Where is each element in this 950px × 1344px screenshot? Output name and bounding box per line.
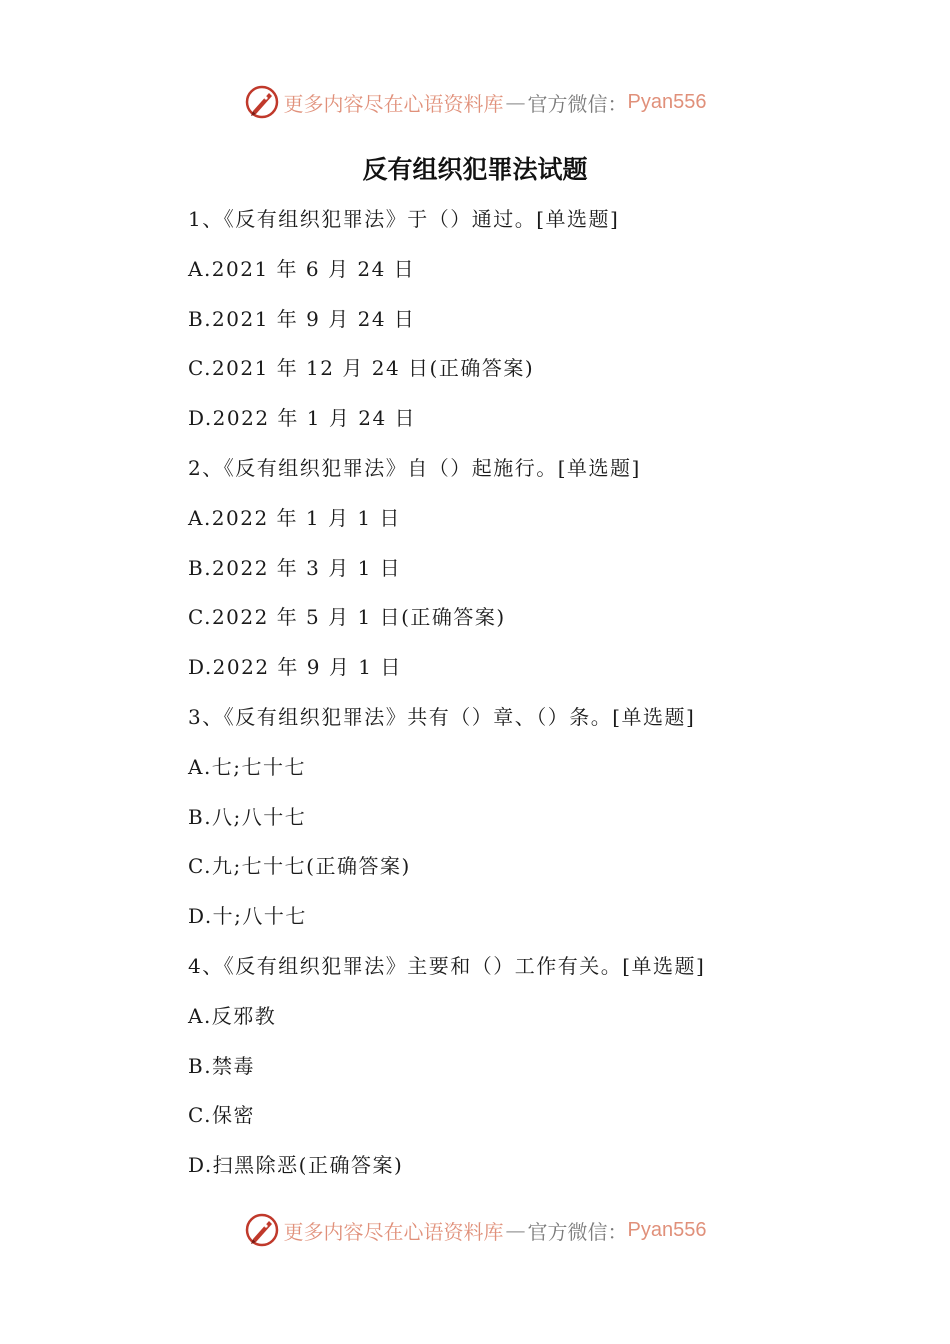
question-4-option-c: C.保密	[188, 1103, 255, 1128]
footer-brand-text: 更多内容尽在心语资料库	[283, 1219, 504, 1244]
header-watermark	[0, 82, 950, 122]
question-4-stem: 4、《反有组织犯罪法》主要和（）工作有关。[单选题]	[188, 953, 706, 978]
header-wechat-label: 官方微信：	[527, 91, 628, 116]
question-1-option-a: A.2021 年 6 月 24 日	[188, 256, 416, 281]
question-3-stem: 3、《反有组织犯罪法》共有（）章、（）条。[单选题]	[188, 704, 696, 729]
header-brand-text: 更多内容尽在心语资料库	[283, 91, 504, 116]
pen-logo-icon	[244, 1212, 280, 1248]
question-3-option-c: C.九;七十七(正确答案)	[188, 854, 411, 879]
question-1-option-c: C.2021 年 12 月 24 日(正确答案)	[188, 356, 535, 381]
question-1-stem: 1、《反有组织犯罪法》于（）通过。[单选题]	[188, 207, 620, 231]
footer-wechat-label: 官方微信：	[527, 1219, 628, 1244]
question-1-option-b: B.2021 年 9 月 24 日	[188, 306, 416, 331]
document-title: 反有组织犯罪法试题	[362, 155, 588, 184]
question-4-option-b: B.禁毒	[188, 1053, 256, 1078]
question-2-option-d: D.2022 年 9 月 1 日	[188, 655, 402, 680]
question-2-option-c: C.2022 年 5 月 1 日(正确答案)	[188, 605, 506, 630]
pen-logo-icon	[244, 84, 280, 120]
footer-wechat-id: Pyan556	[627, 1218, 707, 1241]
question-2-stem: 2、《反有组织犯罪法》自（）起施行。[单选题]	[188, 455, 641, 480]
header-separator: —	[505, 90, 526, 114]
question-list	[188, 200, 888, 1196]
question-3-option-b: B.八;八十七	[188, 804, 307, 829]
question-4-option-a: A.反邪教	[188, 1003, 277, 1028]
question-2-option-b: B.2022 年 3 月 1 日	[188, 555, 402, 580]
footer-separator: —	[505, 1218, 526, 1242]
header-wechat-id: Pyan556	[627, 90, 707, 113]
footer-watermark	[0, 1210, 950, 1250]
question-1-option-d: D.2022 年 1 月 24 日	[188, 406, 417, 431]
question-4-option-d: D.扫黑除恶(正确答案)	[188, 1153, 404, 1178]
question-3-option-a: A.七;七十七	[188, 754, 307, 779]
question-3-option-d: D.十;八十七	[188, 904, 307, 929]
question-2-option-a: A.2022 年 1 月 1 日	[188, 505, 401, 530]
